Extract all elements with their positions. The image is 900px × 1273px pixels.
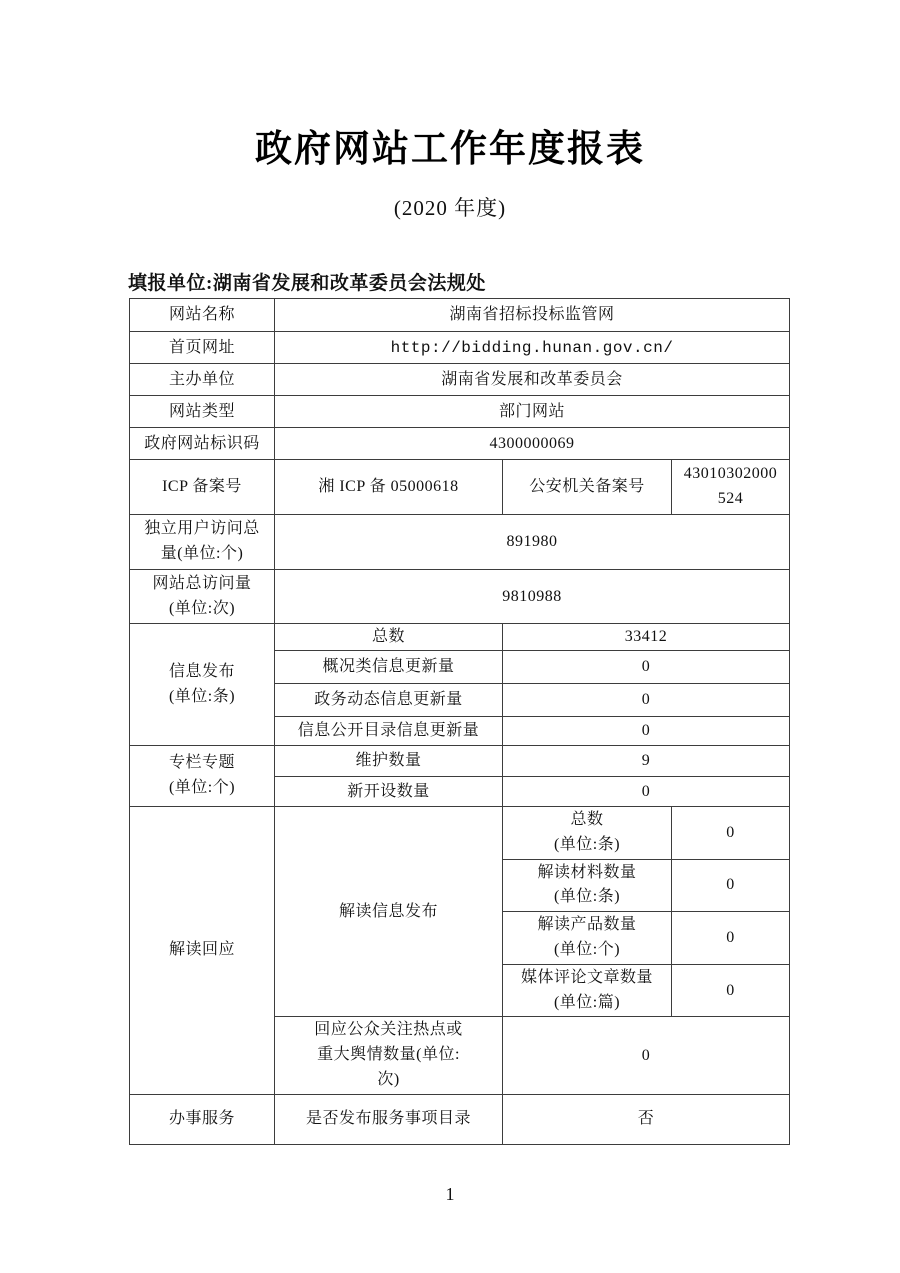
- police-record-value-line2: 524: [717, 490, 744, 507]
- gov-news-update-label: 政务动态信息更新量: [275, 684, 503, 717]
- website-name-value: 湖南省招标投标监管网: [275, 299, 790, 332]
- unique-visitors-value: 891980: [275, 515, 790, 570]
- interpret-product-label: [503, 912, 672, 965]
- table-row: [130, 364, 790, 396]
- police-record-value-line1: 43010302000: [683, 465, 778, 483]
- service-directory-label: 是否发布服务事项目录: [275, 1094, 503, 1144]
- hotspot-response-value: 0: [503, 1017, 790, 1094]
- service-label: 办事服务: [130, 1094, 275, 1144]
- report-table: [129, 298, 790, 1145]
- info-publish-total-label: 总数: [275, 624, 503, 651]
- page-title: 政府网站工作年度报表: [255, 128, 645, 169]
- police-record-label: 公安机关备案号: [503, 460, 672, 515]
- website-type-label: 网站类型: [130, 396, 275, 428]
- interpret-response-label: 解读回应: [130, 807, 275, 1095]
- new-count-value: 0: [503, 777, 790, 807]
- homepage-url-label: 首页网址: [130, 332, 275, 364]
- sponsor-label: 主办单位: [130, 364, 275, 396]
- service-directory-value: 否: [503, 1094, 790, 1144]
- overview-update-value: 0: [503, 651, 790, 684]
- table-row: [130, 332, 790, 364]
- media-comment-value: 0: [672, 964, 790, 1017]
- unique-visitors-label: [130, 515, 275, 570]
- gov-news-update-value: 0: [503, 684, 790, 717]
- directory-update-value: 0: [503, 717, 790, 746]
- media-comment-label-line1: 媒体评论文章数量: [520, 968, 653, 986]
- interpret-material-value: 0: [672, 859, 790, 912]
- unique-visitors-label-line1: 独立用户访问总: [144, 520, 260, 538]
- directory-update-label: 信息公开目录信息更新量: [275, 717, 503, 746]
- table-row: [130, 515, 790, 570]
- media-comment-label-line2: (单位:篇): [553, 993, 621, 1011]
- total-visits-label: [130, 570, 275, 624]
- interpret-material-label: [503, 859, 672, 912]
- info-publish-label-line2: (单位:条): [168, 687, 236, 705]
- total-visits-label-line1: 网站总访问量: [152, 574, 252, 592]
- maintain-count-label: 维护数量: [275, 746, 503, 777]
- maintain-count-value: 9: [503, 746, 790, 777]
- info-publish-label-line1: 信息发布: [168, 662, 235, 680]
- sponsor-value: 湖南省发展和改革委员会: [275, 364, 790, 396]
- table-row: [130, 428, 790, 460]
- interpret-publish-label: 解读信息发布: [275, 807, 503, 1017]
- icp-label: ICP 备案号: [130, 460, 275, 515]
- media-comment-label: [503, 964, 672, 1017]
- overview-update-label: 概况类信息更新量: [275, 651, 503, 684]
- homepage-url-value: http://bidding.hunan.gov.cn/: [275, 332, 790, 364]
- info-publish-total-value: 33412: [503, 624, 790, 651]
- website-name-label: 网站名称: [130, 299, 275, 332]
- interpret-material-label-line2: (单位:条): [553, 888, 621, 906]
- unique-visitors-label-line2: 量(单位:个): [160, 545, 244, 562]
- interpret-product-label-line2: (单位:个): [553, 940, 621, 958]
- total-visits-value: 9810988: [275, 570, 790, 624]
- interpret-total-label: [503, 807, 672, 860]
- police-record-value: [672, 460, 790, 515]
- table-row: [130, 570, 790, 624]
- submitter-line: 填报单位:湖南省发展和改革委员会法规处: [128, 273, 486, 294]
- website-type-value: 部门网站: [275, 396, 790, 428]
- special-columns-label-line2: (单位:个): [168, 779, 236, 796]
- interpret-total-label-line2: (单位:条): [553, 835, 621, 853]
- interpret-product-value: 0: [672, 912, 790, 965]
- page-subtitle: (2020 年度): [393, 196, 507, 220]
- hotspot-response-label-line3: 次): [377, 1070, 400, 1088]
- site-id-code-value: 4300000069: [275, 428, 790, 460]
- table-row: [130, 624, 790, 651]
- site-id-code-label: 政府网站标识码: [130, 428, 275, 460]
- info-publish-label: [130, 624, 275, 746]
- interpret-total-label-line1: 总数: [570, 811, 604, 828]
- special-columns-label: [130, 746, 275, 807]
- page-number: 1: [445, 1184, 455, 1204]
- table-row: [130, 1094, 790, 1144]
- total-visits-label-line2: (单位:次): [168, 599, 236, 617]
- table-row: [130, 299, 790, 332]
- interpret-product-label-line1: 解读产品数量: [537, 916, 637, 934]
- table-row: [130, 746, 790, 777]
- new-count-label: 新开设数量: [275, 777, 503, 807]
- interpret-material-label-line1: 解读材料数量: [537, 863, 637, 881]
- interpret-total-value: 0: [672, 807, 790, 860]
- special-columns-label-line1: 专栏专题: [168, 754, 235, 772]
- table-row: [130, 460, 790, 515]
- table-row: [130, 807, 790, 860]
- hotspot-response-label: [275, 1017, 503, 1094]
- table-row: [130, 396, 790, 428]
- hotspot-response-label-line2: 重大舆情数量(单位:: [317, 1046, 460, 1064]
- icp-value: 湘 ICP 备 05000618: [275, 460, 503, 515]
- hotspot-response-label-line1: 回应公众关注热点或: [314, 1021, 463, 1039]
